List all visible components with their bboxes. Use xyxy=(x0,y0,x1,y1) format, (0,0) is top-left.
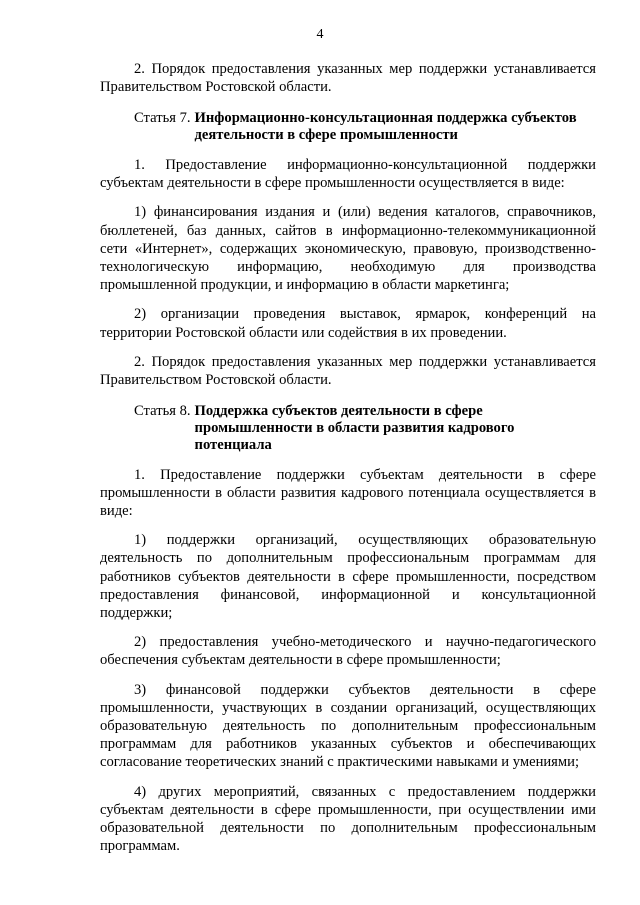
paragraph-article-8-item-3: 3) финансовой поддержки субъектов деятельности в сфере промышленности, участвующих в создании организаций, осуществляющих образовательную деятельность по дополнительным профессиональным программам для работников указанных субъектов и обеспечивающих согласование теоретических знаний с практическими навыками и умениями; xyxy=(100,681,596,771)
article-7-heading xyxy=(100,110,596,144)
article-7-label: Статья 7. xyxy=(134,110,191,127)
paragraph-article-7-item-1: 1) финансирования издания и (или) ведения каталогов, справочников, бюллетеней, баз данных, сайтов в информационно-телекоммуникационной сети «Интернет», содержащих экономическую, правовую, производственно-технологическую информацию, необходимую для производства промышленной продукции, и информацию в области маркетинга; xyxy=(100,204,596,294)
article-8-label: Статья 8. xyxy=(134,403,191,420)
paragraph-article-7-intro: 1. Предоставление информационно-консультационной поддержки субъектам деятельности в сфере промышленности осуществляется в виде: xyxy=(100,157,596,192)
article-8-heading xyxy=(100,403,596,453)
paragraph-article-8-intro: 1. Предоставление поддержки субъектам деятельности в сфере промышленности в области развития кадрового потенциала осуществляется в виде: xyxy=(100,466,596,520)
article-8-title: Поддержка субъектов деятельности в сфере промышленности в области развития кадрового потенциала xyxy=(194,403,515,453)
paragraph-article-8-item-1: 1) поддержки организаций, осуществляющих образовательную деятельность по дополнительным профессиональным программам для работников субъектов деятельности в сфере промышленности, посредством предоставления финансовой, информационной и консультационной поддержки; xyxy=(100,532,596,622)
document-body xyxy=(100,60,596,866)
paragraph-procedure-1: 2. Порядок предоставления указанных мер поддержки устанавливается Правительством Ростовской области. xyxy=(100,61,596,96)
paragraph-article-8-item-2: 2) предоставления учебно-методического и научно-педагогического обеспечения субъектам деятельности в сфере промышленности; xyxy=(100,634,596,669)
article-7-title: Информационно-консультационная поддержка субъектов деятельности в сфере промышленности xyxy=(194,110,577,144)
page-number: 4 xyxy=(316,27,324,42)
paragraph-article-7-item-2: 2) организации проведения выставок, ярмарок, конференций на территории Ростовской области или содействия в их проведении. xyxy=(100,306,596,341)
paragraph-procedure-2: 2. Порядок предоставления указанных мер поддержки устанавливается Правительством Ростовской области. xyxy=(100,353,596,389)
paragraph-article-8-item-4: 4) других мероприятий, связанных с предоставлением поддержки субъектам деятельности в сфере промышленности, при осуществлении ими образовательной деятельности по дополнительным профессиональным программам. xyxy=(100,783,596,855)
